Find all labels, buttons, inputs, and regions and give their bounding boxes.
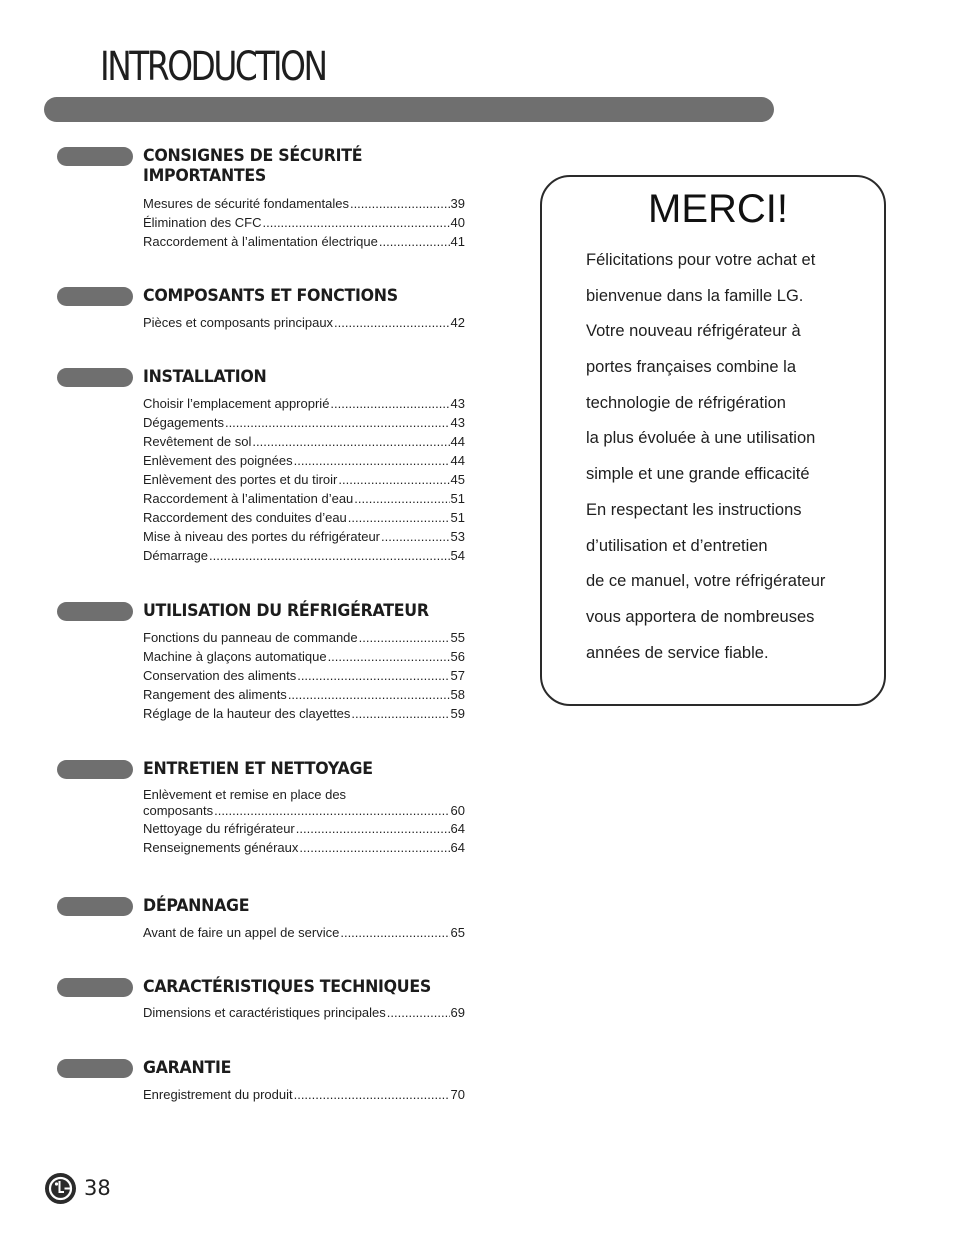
toc-entry-label: Renseignements généraux (143, 840, 299, 855)
toc-entry-page: 44 (450, 453, 465, 468)
toc-entry-label: Réglage de la hauteur des clayettes (143, 706, 351, 721)
section-marker (57, 978, 133, 997)
toc-entry[interactable] (143, 232, 465, 251)
message-line: En respectant les instructions (586, 500, 802, 519)
thank-you-title: MERCI! (648, 187, 788, 231)
toc-entry-label-continued: composants (143, 803, 214, 818)
message-line: vous apportera de nombreuses (586, 607, 815, 626)
toc-entry-label: Revêtement de sol (143, 434, 252, 449)
toc-entry[interactable] (143, 451, 465, 470)
leader-dots (288, 685, 450, 704)
toc-entry-label: Conservation des aliments (143, 668, 297, 683)
toc-entry-page: 54 (450, 548, 465, 563)
toc-entry[interactable] (143, 470, 465, 489)
toc-entry-page: 45 (450, 472, 465, 487)
toc-entry-label: Mesures de sécurité fondamentales (143, 196, 349, 211)
toc-entry[interactable] (143, 1085, 465, 1104)
section-heading: COMPOSANTS ET FONCTIONS (143, 286, 398, 306)
toc-entry-page: 43 (450, 396, 465, 411)
toc-entry-label: Nettoyage du réfrigérateur (143, 821, 295, 836)
toc-entry-page: 70 (450, 1087, 465, 1102)
toc-entry-label: Enlèvement et remise en place des (143, 787, 347, 802)
leader-dots (209, 546, 450, 565)
leader-dots (379, 232, 450, 251)
thank-you-message (586, 243, 825, 671)
toc-entry[interactable] (143, 666, 465, 685)
section-marker (57, 147, 133, 166)
section-marker (57, 760, 133, 779)
toc-entry-label: Démarrage (143, 548, 209, 563)
toc-entry[interactable] (143, 923, 465, 942)
leader-dots (296, 819, 450, 838)
toc-entry[interactable] (143, 838, 465, 857)
section-marker (57, 1059, 133, 1078)
leader-dots (387, 1003, 450, 1022)
toc-entry-label: Enlèvement des poignées (143, 453, 293, 468)
leader-dots (381, 527, 450, 546)
toc-entry[interactable] (143, 628, 465, 647)
message-line: de ce manuel, votre réfrigérateur (586, 572, 826, 591)
section-heading: ENTRETIEN ET NETTOYAGE (143, 759, 373, 779)
toc-entry-page: 64 (450, 840, 465, 855)
leader-dots (350, 194, 450, 213)
toc-entry[interactable] (143, 1003, 465, 1022)
leader-dots (338, 470, 449, 489)
toc-entry-label: Mise à niveau des portes du réfrigérateur (143, 529, 381, 544)
toc-entry-page: 60 (450, 803, 465, 818)
toc-entry[interactable] (143, 508, 465, 527)
toc-entry-label: Choisir l’emplacement approprié (143, 396, 330, 411)
section-heading: CONSIGNES DE SÉCURITÉ IMPORTANTES (143, 146, 363, 186)
toc-entry-label: Élimination des CFC (143, 215, 262, 230)
section-marker (57, 897, 133, 916)
message-line: simple et une grande efficacité (586, 465, 810, 484)
section-heading: CARACTÉRISTIQUES TECHNIQUES (143, 977, 431, 997)
thank-you-box (540, 175, 886, 706)
toc-entry-page: 64 (450, 821, 465, 836)
toc-entry[interactable] (143, 685, 465, 704)
section-heading: DÉPANNAGE (143, 896, 250, 916)
page-title: INTRODUCTION (100, 44, 326, 90)
page-number: 38 (84, 1176, 111, 1200)
toc-entry-label: Dégagements (143, 415, 224, 430)
toc-entry[interactable] (143, 213, 465, 232)
toc-entry-label: Machine à glaçons automatique (143, 649, 327, 664)
leader-dots (359, 628, 450, 647)
toc-entry-page: 51 (450, 491, 465, 506)
toc-entry-label: Raccordement à l’alimentation électrique (143, 234, 378, 249)
toc-entry[interactable] (143, 819, 465, 838)
section-marker (57, 368, 133, 387)
toc-entry[interactable] (143, 647, 465, 666)
message-line: d’utilisation et d’entretien (586, 536, 768, 555)
toc-entry-page: 51 (450, 510, 465, 525)
toc-entry-page: 53 (450, 529, 465, 544)
toc-entry[interactable] (143, 489, 465, 508)
toc-entry-page: 57 (450, 668, 465, 683)
toc-entry[interactable] (143, 432, 465, 451)
leader-dots (334, 313, 449, 332)
message-line: bienvenue dans la famille LG. (586, 286, 804, 305)
section-marker (57, 287, 133, 306)
section-marker (57, 602, 133, 621)
message-line: la plus évoluée à une utilisation (586, 429, 816, 448)
leader-dots (340, 923, 449, 942)
toc-entry-page: 44 (450, 434, 465, 449)
toc-entry-page: 65 (450, 925, 465, 940)
leader-dots (297, 666, 449, 685)
lg-logo-icon (45, 1173, 76, 1204)
toc-entry-label: Rangement des aliments (143, 687, 287, 702)
toc-entry-label: Dimensions et caractéristiques principales (143, 1005, 386, 1020)
leader-dots (225, 413, 450, 432)
toc-entry[interactable] (143, 546, 465, 565)
leader-dots (294, 451, 450, 470)
toc-entry[interactable] (143, 527, 465, 546)
leader-dots (348, 508, 450, 527)
toc-entry-page: 59 (450, 706, 465, 721)
toc-entry-page: 43 (450, 415, 465, 430)
toc-entry-label: Enregistrement du produit (143, 1087, 293, 1102)
leader-dots (330, 394, 449, 413)
leader-dots (351, 704, 449, 723)
section-heading: UTILISATION DU RÉFRIGÉRATEUR (143, 601, 429, 621)
message-line: technologie de réfrigération (586, 393, 786, 412)
toc-entry[interactable] (143, 313, 465, 332)
toc-entry-label: Enlèvement des portes et du tiroir (143, 472, 338, 487)
toc-entry[interactable] (143, 194, 465, 213)
section-heading: INSTALLATION (143, 367, 267, 387)
toc-entry[interactable] (143, 413, 465, 432)
toc-entry[interactable] (143, 394, 465, 413)
toc-entry[interactable] (143, 704, 465, 723)
toc-entry-page: 40 (450, 215, 465, 230)
toc-entry-page: 41 (450, 234, 465, 249)
toc-entry-page: 58 (450, 687, 465, 702)
toc-entry-label: Pièces et composants principaux (143, 315, 334, 330)
leader-dots (328, 647, 450, 666)
toc-entry-page: 69 (450, 1005, 465, 1020)
toc-entry-label: Raccordement à l’alimentation d’eau (143, 491, 354, 506)
message-line: Votre nouveau réfrigérateur à (586, 322, 801, 341)
toc-entry-label: Raccordement des conduites d’eau (143, 510, 347, 525)
message-line: portes françaises combine la (586, 358, 797, 377)
toc-entry-page: 39 (450, 196, 465, 211)
leader-dots (214, 803, 449, 819)
leader-dots (299, 838, 449, 857)
section-heading: GARANTIE (143, 1058, 232, 1078)
leader-dots (294, 1085, 450, 1104)
toc-entry-page: 55 (450, 630, 465, 645)
leader-dots (252, 432, 449, 451)
message-line: Félicitations pour votre achat et (586, 251, 816, 269)
toc-entry-page: 42 (450, 315, 465, 330)
toc-entry-label: Avant de faire un appel de service (143, 925, 340, 940)
toc-entry-label: Fonctions du panneau de commande (143, 630, 358, 645)
toc-entry-page: 56 (450, 649, 465, 664)
message-line: années de service fiable. (586, 643, 769, 662)
leader-dots (354, 489, 449, 508)
leader-dots (263, 213, 450, 232)
toc-entry[interactable] (143, 787, 465, 819)
